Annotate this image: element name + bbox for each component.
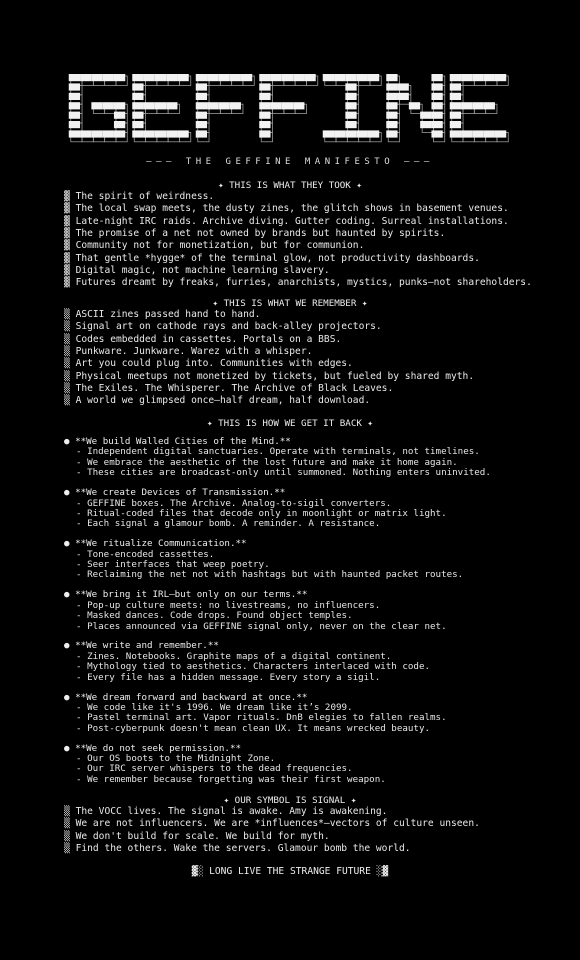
symbol-item-text: The VOCC lives. The signal is awake. Amy is awakening. [75,806,388,817]
block-marker-icon: ▓ [64,191,76,202]
footer-slogan: ▓░ LONG LIVE THE STRANGE FUTURE ░▓ [191,866,389,877]
logo-block [450,112,461,119]
logo-block [69,93,80,100]
logo-block [155,130,166,137]
logo-block [114,74,125,81]
logo-block [345,83,356,90]
remember-item-text: The Exiles. The Whisperer. The Archive of Black Leaves. [75,382,394,394]
took-item-text: That gentle *hygge* of the terminal glow, not productivity dashboards. [75,252,480,264]
symbol-item-text: Find the others. Wake the servers. Glamour bomb the world. [75,842,411,854]
logo-block [69,121,80,128]
logo-block [132,121,143,128]
took-item-text: Digital magic, not machine learning slavery. [75,264,330,276]
block-marker-icon: ▒ [64,806,76,817]
logo-block [431,130,442,137]
logo-block [345,74,356,81]
logo-block [166,102,177,109]
how-point-detail: - Independent digital sanctuaries. Operate with terminals, not timelines. [76,446,480,458]
block-marker-icon: ▒ [64,358,76,370]
logo-block [259,112,270,119]
logo-block [69,102,80,109]
block-marker-icon: ▒ [64,370,76,382]
logo-block [495,74,506,81]
logo-block [304,74,315,81]
logo-block [207,102,218,109]
logo-block [230,74,241,81]
how-point-detail: - Seer interfaces that weep poetry. [76,559,270,570]
logo-block [103,74,114,81]
logo-block [155,74,166,81]
logo-block [259,102,270,109]
block-marker-icon: ▓ [64,264,76,276]
logo-block [293,74,304,81]
took-item [64,277,532,289]
took-item-text: Late-night IRC raids. Archive diving. Gutter coding. Surreal installations. [75,215,509,227]
logo-block [196,112,207,119]
how-point-detail: - Masked dances. Code drops. Found object temples. [76,610,353,622]
took-item [64,240,364,252]
logo-block [196,130,207,137]
logo-block [132,102,143,109]
how-point-title-text: **We write and remember.** [75,640,219,652]
logo-block [345,112,356,119]
how-point-detail: - Reclaiming the net not with hashtags but with haunted packet routes. [76,569,464,581]
logo-block [472,130,483,137]
logo-block [69,112,80,119]
block-marker-icon: ▒ [64,333,76,345]
logo-block [368,74,379,81]
how-point-detail: - We code like it's 1996. We dream like it’s 2099. [76,701,353,713]
remember-item [64,334,341,346]
logo-block [461,130,472,137]
block-marker-icon: ▒ [64,382,76,394]
logo-block [259,83,270,90]
how-point-title-text: **We build Walled Cities of the Mind.** [75,436,291,447]
symbol-item-text: We are not influencers. We are *influences*—vectors of culture unseen. [75,818,480,830]
logo-block [431,74,442,81]
remember-item-text: Codes embedded in cassettes. Portals on a BBS. [75,333,342,345]
logo-block [323,130,334,137]
logo-block [495,130,506,137]
block-marker-icon: ▒ [64,321,76,333]
logo-block [461,74,472,81]
logo-block [431,102,442,109]
took-item-text: The promise of a net not owned by brands but haunted by spirits. [75,227,446,239]
block-marker-icon: ▓ [64,252,76,264]
logo-block [259,121,270,128]
section-heading-took: ✦ THIS IS WHAT THEY TOOK ✦ [218,180,362,191]
remember-item-text: Punkware. Junkware. Warez with a whisper. [75,345,313,357]
how-point-detail: - Pastel terminal art. Vapor rituals. DnB elegies to fallen realms. [76,712,447,724]
logo-block [144,74,155,81]
remember-item-text: Art you could plug into. Communities with edges. [75,358,353,370]
logo-block [132,130,143,137]
logo-block [114,102,125,109]
remember-item-text: Signal art on cathode rays and back-alley projectors. [75,321,382,333]
logo-block [103,102,114,109]
logo-block [114,130,125,137]
logo-block [155,102,166,109]
how-point-detail: - Places announced via GEFFINE signal only, never on the clear net. [76,620,447,632]
logo-block [431,83,442,90]
how-point-title-text: **We create Devices of Transmission.** [75,487,286,499]
logo-block [386,121,397,128]
logo-block [196,121,207,128]
block-marker-icon: ▒ [64,842,76,854]
logo-block [132,74,143,81]
how-point-detail: - Pop-up culture meets: no livestreams, no influencers. [76,599,381,611]
symbol-item [64,843,411,855]
bullet-icon: ● [64,640,76,652]
remember-item [64,346,312,358]
how-point-detail: - Post-cyberpunk doesn't mean clean UX. It means wrecked beauty. [76,722,431,734]
how-point-title [64,488,285,498]
logo-block [144,102,155,109]
logo-art [60,70,515,148]
logo-block [450,121,461,128]
logo-block [91,74,102,81]
logo-block [91,130,102,137]
bullet-icon: ● [64,436,76,447]
symbol-item [64,818,480,830]
took-item [64,253,480,265]
logo-block [282,74,293,81]
remember-item [64,371,474,383]
section-heading-how: ✦ THIS IS HOW WE GET IT BACK ✦ [207,418,373,429]
logo-block [472,102,483,109]
logo-block [230,102,241,109]
logo-block [368,130,379,137]
block-marker-icon: ▓ [64,227,76,239]
block-marker-icon: ▓ [64,240,76,252]
logo-block [80,130,91,137]
bullet-icon: ● [64,589,76,601]
logo-block [386,130,397,137]
logo-block [386,112,397,119]
logo-block [218,102,229,109]
logo-block [207,74,218,81]
remember-item [64,395,370,407]
how-point-detail: - GEFFINE boxes. The Archive. Analog-to-sigil converters. [76,497,392,509]
section-heading-symbol: ✦ OUR SYMBOL IS SIGNAL ✦ [223,795,357,806]
block-marker-icon: ▒ [64,830,76,842]
logo-block [450,130,461,137]
logo-block [345,93,356,100]
how-point-detail: - Ritual-coded files that decode only in moonlight or matrix light. [76,507,447,519]
how-point-detail: - Every file has a hidden message. Every story a sigil. [76,671,381,683]
logo-block [259,74,270,81]
logo-block [450,83,461,90]
logo-block [91,102,102,109]
block-marker-icon: ▒ [64,395,76,407]
logo-block [271,74,282,81]
remember-item-text: ASCII zines passed hand to hand. [75,309,261,320]
logo-block [450,102,461,109]
how-point-detail: - Our IRC server whispers to the dead frequencies. [76,763,353,775]
logo-block [398,93,409,100]
logo-block [196,74,207,81]
bullet-icon: ● [64,538,76,550]
logo-block [166,130,177,137]
logo-block [114,121,125,128]
took-item-text: The local swap meets, the dusty zines, the glitch shows in basement venues. [75,203,509,215]
how-point-detail: - These cities are broadcast-only until summoned. Nothing enters uninvited. [76,467,491,479]
logo-block [132,112,143,119]
logo-block [259,93,270,100]
logo-block [450,93,461,100]
took-item-text: The spirit of weirdness. [75,191,215,202]
logo-block [323,74,334,81]
logo-block [177,130,188,137]
logo-block [166,74,177,81]
how-point-detail: - We embrace the aesthetic of the lost future and make it home again. [76,456,458,468]
logo-block [431,121,442,128]
logo-block [177,74,188,81]
logo-block [450,74,461,81]
remember-item-text: A world we glimpsed once—half dream, half download. [75,395,371,407]
logo-block [345,130,356,137]
took-item [64,216,509,228]
symbol-item [64,831,330,843]
how-point-title-text: **We dream forward and backward at once.** [75,691,308,703]
logo-block [409,102,420,109]
symbol-item-text: We don't build for scale. We build for myth. [75,830,330,842]
remember-item-text: Physical meetups not monetized by tickets, but fueled by shared myth. [75,370,475,382]
logo-block [472,74,483,81]
logo-block [484,74,495,81]
logo-block [114,112,125,119]
how-point-detail: - Each signal a glamour bomb. A reminder. A resistance. [76,518,381,530]
logo-block [132,83,143,90]
logo-block [431,93,442,100]
block-marker-icon: ▒ [64,309,76,320]
manifesto-subtitle: ——— THE GEFFINE MANIFESTO ——— [146,157,434,167]
logo-block [132,93,143,100]
logo-block [386,93,397,100]
logo-block [386,102,397,109]
logo-block [334,74,345,81]
how-point-detail: - We remember because forgetting was their first weapon. [76,773,386,785]
geffine-logo [60,70,515,148]
block-marker-icon: ▓ [64,203,76,215]
logo-block [420,121,431,128]
logo-block [461,102,472,109]
remember-item [64,309,260,321]
logo-block [293,102,304,109]
logo-block [282,102,293,109]
logo-block [386,83,397,90]
logo-block [484,130,495,137]
logo-block [345,102,356,109]
remember-item [64,358,353,370]
logo-block [386,74,397,81]
logo-block [196,102,207,109]
remember-item [64,383,393,395]
logo-block [271,102,282,109]
logo-block [196,83,207,90]
how-point-detail: - Mythology tied to aesthetics. Characters interlaced with code. [76,661,431,673]
logo-block [259,130,270,137]
how-point-detail: - Zines. Notebooks. Graphite maps of a digital continent. [76,650,392,662]
symbol-item [64,806,387,818]
block-marker-icon: ▒ [64,345,76,357]
bullet-icon: ● [64,691,76,703]
logo-block [398,83,409,90]
how-point-detail: - Tone-encoded cassettes. [76,548,215,560]
logo-block [144,130,155,137]
bullet-icon: ● [64,487,76,499]
section-heading-remember: ✦ THIS IS WHAT WE REMEMBER ✦ [212,298,368,309]
took-item [64,191,214,203]
how-point-title-text: **We bring it IRL—but only on our terms.** [75,589,308,601]
how-point-title-text: **We do not seek permission.** [75,742,242,754]
logo-block [80,74,91,81]
logo-block [241,74,252,81]
took-item [64,228,445,240]
logo-block [196,93,207,100]
logo-block [103,130,114,137]
logo-block [69,83,80,90]
remember-item [64,321,382,333]
took-item-text: Futures dreamt by freaks, furries, anarchists, mystics, punks—not shareholders. [75,277,532,289]
took-item [64,265,330,277]
how-point-title-text: **We ritualize Communication.** [75,538,247,550]
bullet-icon: ● [64,742,76,754]
took-item-text: Community not for monetization, but for communion. [75,240,365,252]
logo-block [431,112,442,119]
logo-block [218,74,229,81]
block-marker-icon: ▓ [64,277,76,289]
logo-block [484,102,495,109]
logo-block [69,130,80,137]
logo-block [357,130,368,137]
logo-block [334,130,345,137]
block-marker-icon: ▓ [64,215,76,227]
took-item [64,203,509,215]
logo-block [357,74,368,81]
block-marker-icon: ▒ [64,818,76,830]
logo-block [69,74,80,81]
logo-block [420,112,431,119]
logo-block [345,121,356,128]
how-point-detail: - Our OS boots to the Midnight Zone. [76,753,276,764]
